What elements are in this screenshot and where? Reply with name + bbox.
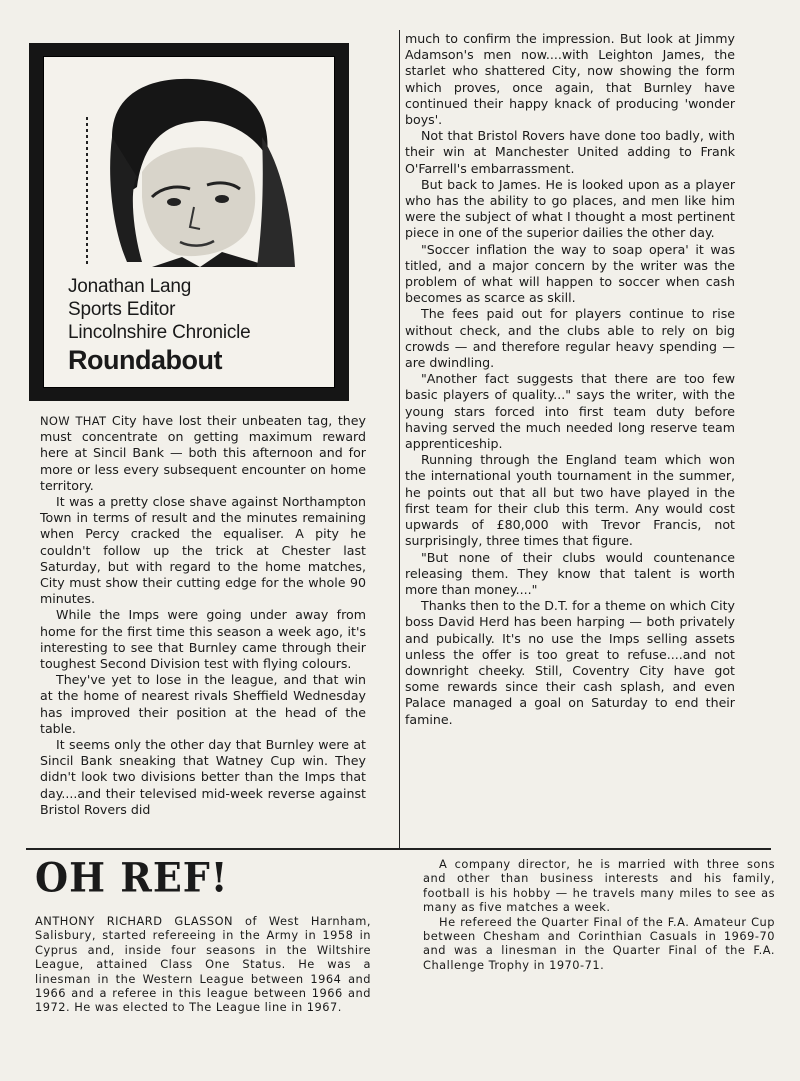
article-paragraph: [40, 413, 366, 494]
byline: [68, 275, 251, 376]
lead-caps: NOW THAT: [40, 414, 107, 428]
ref-lead-text: of West Harnham, Salisbury, started refereeing in the Army in 1958 in Cyprus and, inside four seasons in the Wiltshire League, attained Class One Status. He was a linesman in the Western League between 1964 and 1966 and a referee in this league between 1966 and 1972. He was elected to The League line in 1967.: [35, 914, 371, 1015]
byline-name: Jonathan Lang: [68, 276, 192, 297]
ref-left-column: [35, 914, 371, 1015]
byline-paper: Lincolnshire Chronicle: [68, 322, 251, 343]
article-paragraph: "Another fact suggests that there are too few basic players of quality..." says the writer, with the young stars forced into first team duty before having served the much needed long reserve team apprenticeship.: [405, 371, 735, 452]
article-paragraph: It was a pretty close shave against Northampton Town in terms of result and the minutes remaining when Percy cracked the equaliser. A pity he couldn't follow up the trick at Chester last Saturday, but with regard to the home matches, City must show their cutting edge for the whole 90 minutes.: [40, 494, 366, 607]
article-paragraph: "Soccer inflation the way to soap opera' it was titled, and a major concern by the writer was the problem of what will happen to soccer when cash becomes as scarce as skill.: [405, 241, 735, 306]
ref-paragraph: [35, 914, 371, 1015]
article-paragraph: much to confirm the impression. But look at Jimmy Adamson's men now....with Leighton James, the starlet who shattered City, now showing the form which proves, once again, that Burnley have continued their happy knack of producing 'wonder boys'.: [405, 31, 735, 128]
column-header-panel: [43, 56, 335, 388]
ref-lead-caps: ANTHONY RICHARD GLASSON: [35, 914, 234, 928]
article-left-column: [40, 413, 366, 818]
article-right-column: [405, 31, 735, 728]
article-paragraph: The fees paid out for players continue to rise without check, and the clubs able to rely on big crowds — and therefore regular heavy spending — are dwindling.: [405, 306, 735, 371]
ref-paragraph: A company director, he is married with three sons and other than business interests and his family, football is his hobby — he travels many miles to see as many as five matches a week.: [423, 857, 775, 915]
article-paragraph: Running through the England team which won the international youth tournament in the summer, he points out that all but two have played in the first team for their club this term. Any would cost upwards of £80,000 with Trevor Francis, not surprisingly, three times that figure.: [405, 452, 735, 549]
ref-right-column: [423, 857, 775, 972]
article-paragraph: While the Imps were going under away from home for the first time this season a week ago, it's interesting to see that Burnley came through their toughest Second Division test with flying colours.: [40, 607, 366, 672]
article-paragraph: "But none of their clubs would countenance releasing them. They know that talent is worth more than money....": [405, 549, 735, 597]
column-header-box: [29, 43, 349, 401]
column-divider: [399, 30, 400, 850]
editor-portrait: [82, 77, 295, 267]
article-paragraph: Not that Bristol Rovers have done too badly, with their win at Manchester United adding to Frank O'Farrell's embarrassment.: [405, 128, 735, 176]
byline-role: Sports Editor: [68, 299, 176, 320]
section-rule: [26, 848, 771, 850]
article-paragraph: It seems only the other day that Burnley were at Sincil Bank sneaking that Watney Cup win. They didn't look two divisions better than the Imps that day....and their televised mid-week reverse against Bristol Rovers did: [40, 737, 366, 817]
ref-heading: OH REF!: [35, 853, 229, 902]
lead-text: City have lost their unbeaten tag, they must concentrate on getting maximum reward here at Sincil Bank — both this afternoon and for more or less every subsequent encounter on home territory.: [40, 413, 366, 493]
ref-paragraph: He refereed the Quarter Final of the F.A. Amateur Cup between Chesham and Corinthian Casuals in 1969-70 and was a linesman in the Quarter Final of the F.A. Challenge Trophy in 1970-71.: [423, 914, 775, 972]
article-paragraph: But back to James. He is looked upon as a player who has the ability to go places, and men like him were the subject of what I thought a most pertinent piece in one of the superior dailies the other day.: [405, 176, 735, 241]
column-title: Roundabout: [68, 345, 222, 375]
article-paragraph: They've yet to lose in the league, and that win at the home of nearest rivals Sheffield Wednesday has improved their position at the head of the table.: [40, 672, 366, 736]
article-paragraph: Thanks then to the D.T. for a theme on which City boss David Herd has been harping — both privately and pubically. It's no use the Imps selling assets unless the offer is too great to refuse....and not downright cheeky. Still, Coventry City have got some rewards since their cash splash, and even Palace managed a goal on Saturday to end their famine.: [405, 598, 735, 727]
